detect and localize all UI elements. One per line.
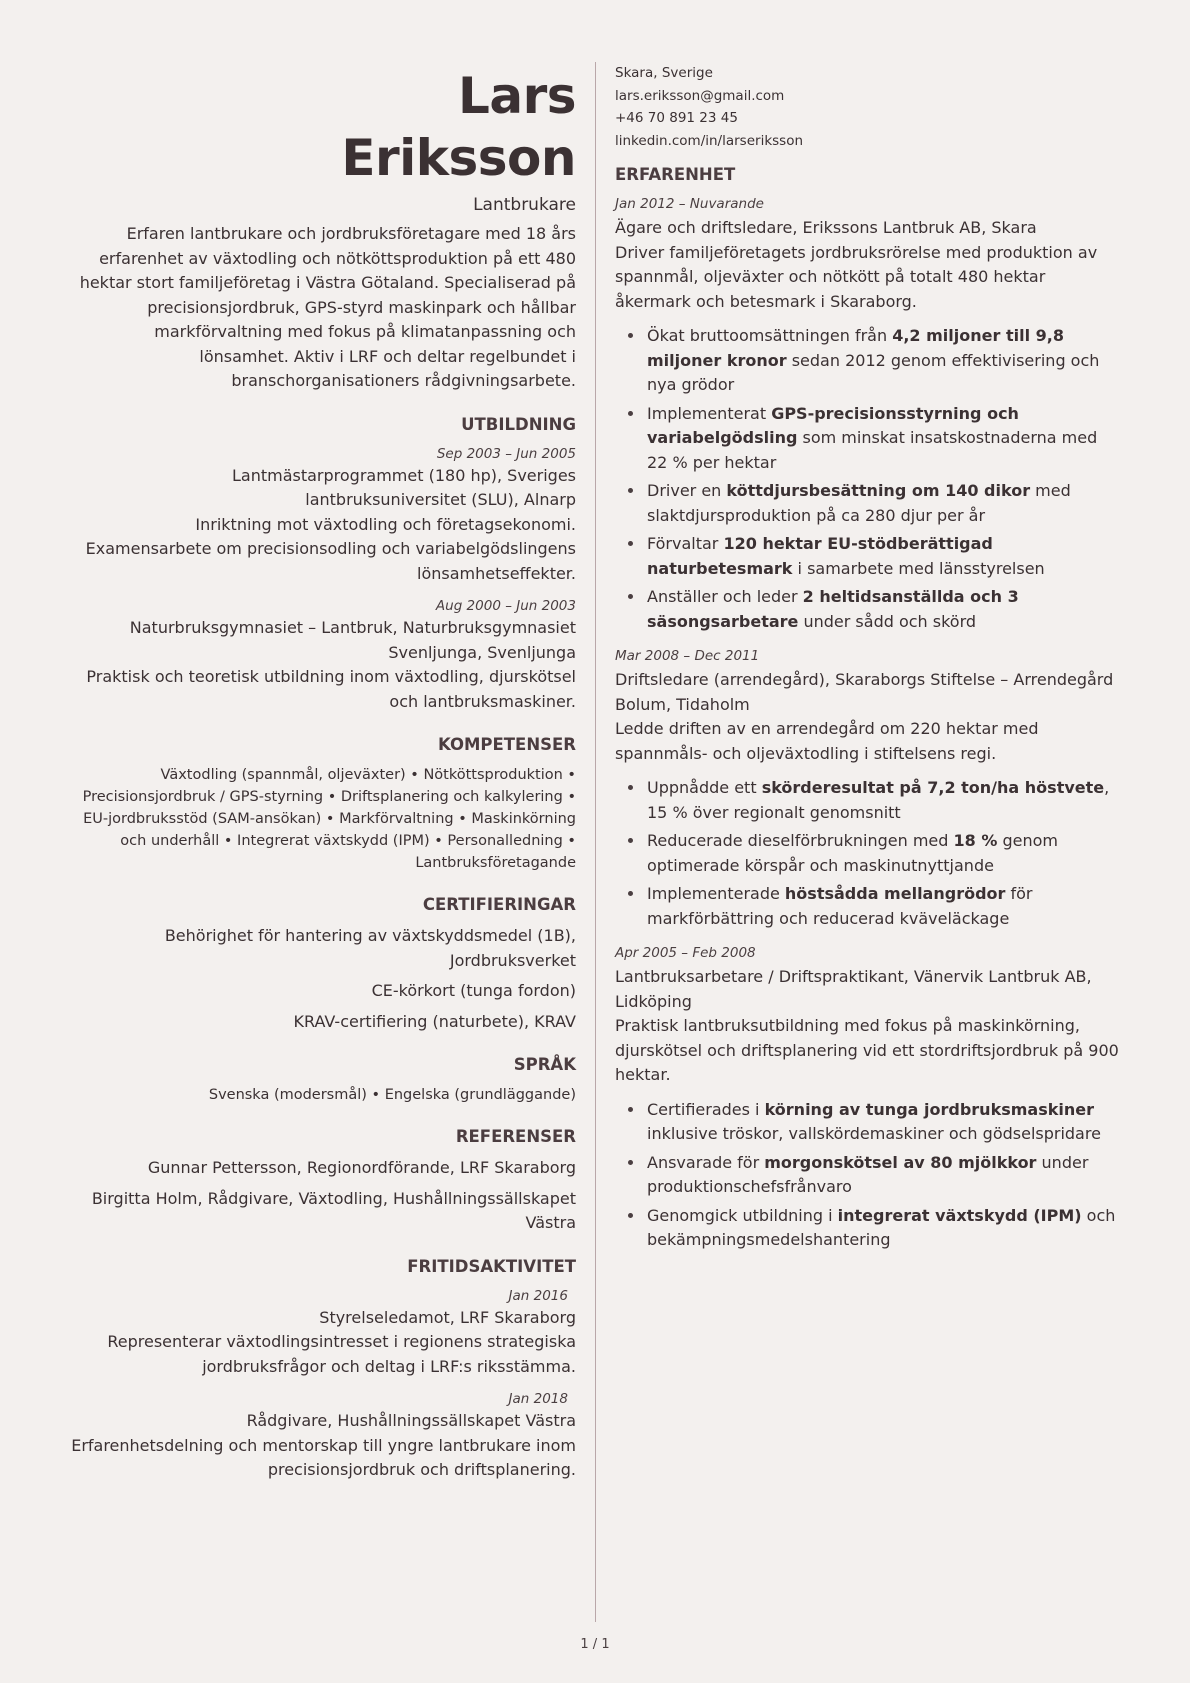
summary: Erfaren lantbrukare och jordbruksföretagare med 18 års erfarenhet av växtodling och nötköttsproduktion på ett 480 hektar stort familjeföretag i Västra Götaland. Specialiserad på precisionsjordbruk, GPS-styrd maskinpark och hållbar markförvaltning med fokus på klimatanpassning och lönsamhet. Aktiv i LRF och deltar regelbundet i branschorganisationers rådgivningsarbete. — [79, 224, 576, 390]
bullet-item: • Förvaltar 120 hektar EU-stödberättigad naturbetesmark i samarbete med länsstyrelsen — [645, 532, 1120, 581]
bullet-item: • Genomgick utbildning i integrerat växtskydd (IPM) och bekämpningsmedelshantering — [645, 1204, 1120, 1253]
references-heading: REFERENSER — [455, 1127, 576, 1146]
experience-bullets — [615, 776, 1120, 931]
education-description: Inriktning mot växtodling och företagsekonomi. Examensarbete om precisionsodling och variabelgödslingens lönsamhetseffekter. — [85, 514, 576, 583]
experience-date: Jan 2012 – Nuvarande — [615, 196, 764, 212]
bullet-item: • Implementerat GPS-precisionsstyrning och variabelgödsling som minskat insatskostnaderna med 22 % per hektar — [645, 402, 1120, 476]
bullet-item: • Anställer och leder 2 heltidsanställda och 3 säsongsarbetare under sådd och skörd — [645, 585, 1120, 634]
name-last: Eriksson — [341, 129, 576, 187]
certification-item: Behörighet för hantering av växtskyddsmedel (1B), Jordbruksverket — [164, 926, 576, 970]
experience-item — [615, 646, 1120, 931]
activity-date: Jan 2016 — [508, 1287, 568, 1304]
activity-date: Jan 2018 — [508, 1391, 568, 1407]
experience-description: Ledde driften av en arrendegård om 220 hektar med spannmåls- och oljeväxtodling i stiftelsens regi. — [615, 719, 1039, 763]
bullet-item: • Ökat bruttoomsättningen från 4,2 miljoner till 9,8 miljoner kronor sedan 2012 genom effektivisering och nya grödor — [645, 324, 1120, 398]
education-heading: UTBILDNING — [461, 414, 576, 434]
education-degree: Naturbruksgymnasiet – Lantbruk, Naturbruksgymnasiet Svenljunga, Svenljunga — [129, 618, 576, 662]
activity-role: Styrelseledamot, LRF Skaraborg — [319, 1307, 576, 1327]
bullet-item: • Implementerade höstsådda mellangrödor för markförbättring och reducerad kväveläckage — [645, 882, 1120, 931]
experience-date: Apr 2005 – Feb 2008 — [615, 945, 756, 961]
activity-item — [70, 1389, 576, 1483]
name-first: Lars — [457, 67, 576, 125]
experience-item — [615, 943, 1120, 1253]
experience-position: Lantbruksarbetare / Driftspraktikant, Vänervik Lantbruk AB, Lidköping — [615, 967, 1092, 1011]
contact-phone: +46 70 891 23 45 — [615, 110, 738, 126]
reference-item: Gunnar Pettersson, Regionordförande, LRF Skaraborg — [147, 1158, 576, 1177]
bullet-item: • Reducerade dieselförbrukningen med 18 % genom optimerade körspår och maskinutnyttjande — [645, 829, 1120, 878]
experience-item — [615, 194, 1120, 634]
experience-bullets — [615, 1098, 1120, 1253]
right-column — [615, 62, 1120, 1265]
certifications-heading: CERTIFIERINGAR — [422, 895, 576, 914]
contact-email[interactable]: lars.eriksson@gmail.com — [615, 87, 785, 104]
education-description: Praktisk och teoretisk utbildning inom växtodling, djurskötsel och lantbruksmaskiner. — [86, 667, 576, 711]
left-column — [70, 62, 576, 1493]
languages-heading: SPRÅK — [513, 1055, 576, 1074]
bullet-item: • Driver en köttdjursbesättning om 140 dikor med slaktdjursproduktion på ca 280 djur per år — [645, 479, 1120, 528]
bullet-item: • Certifierades i körning av tunga jordbruksmaskiner inklusive tröskor, vallskördemaskiner och gödselspridare — [645, 1098, 1120, 1147]
education-item — [70, 596, 576, 714]
bullet-item: • Uppnådde ett skörderesultat på 7,2 ton/ha höstvete, 15 % över regionalt genomsnitt — [645, 776, 1120, 825]
experience-date: Mar 2008 – Dec 2011 — [615, 648, 760, 664]
experience-heading: ERFARENHET — [615, 165, 736, 184]
experience-bullets — [615, 324, 1120, 634]
job-title: Lantbrukare — [473, 195, 576, 215]
experience-description: Driver familjeföretagets jordbruksrörelse med produktion av spannmål, oljeväxter och nötkött på totalt 480 hektar åkermark och betesmark i Skaraborg. — [615, 242, 1098, 311]
skills-list: Växtodling (spannmål, oljeväxter) • Nötköttsproduktion • Precisionsjordbruk / GPS-styrning • Driftsplanering och kalkylering • EU-jordbruksstöd (SAM-ansökan) • Markförvaltning • Maskinkörning och underhåll • Integrerat växtskydd (IPM) • Personalledning • Lantbruksföretagande — [82, 767, 576, 871]
contact-location: Skara, Sverige — [615, 65, 713, 81]
education-item — [70, 444, 576, 587]
contact-linkedin[interactable]: linkedin.com/in/larseriksson — [615, 132, 804, 149]
certification-item: CE-körkort (tunga fordon) — [371, 981, 576, 1000]
education-degree: Lantmästarprogrammet (180 hp), Sveriges lantbruksuniversitet (SLU), Alnarp — [231, 465, 576, 509]
languages-list: Svenska (modersmål) • Engelska (grundläggande) — [208, 1087, 576, 1103]
column-divider — [595, 62, 596, 1622]
experience-position: Ägare och driftsledare, Erikssons Lantbruk AB, Skara — [615, 218, 1037, 237]
education-date: Aug 2000 – Jun 2003 — [435, 598, 576, 614]
activity-description: Erfarenhetsdelning och mentorskap till yngre lantbrukare inom precisionsjordbruk och driftsplanering. — [71, 1435, 576, 1479]
bullet-item: • Ansvarade för morgonskötsel av 80 mjölkkor under produktionschefsfrånvaro — [645, 1151, 1120, 1200]
experience-position: Driftsledare (arrendegård), Skaraborgs Stiftelse – Arrendegård Bolum, Tidaholm — [615, 670, 1114, 714]
skills-heading: KOMPETENSER — [437, 735, 576, 754]
activity-description: Representerar växtodlingsintresset i regionens strategiska jordbruksfrågor och deltag i LRF:s riksstämma. — [107, 1332, 576, 1376]
activities-heading: FRITIDSAKTIVITET — [407, 1256, 576, 1276]
activity-item — [70, 1286, 576, 1380]
certification-item: KRAV-certifiering (naturbete), KRAV — [293, 1011, 576, 1031]
activity-role: Rådgivare, Hushållningssällskapet Västra — [246, 1411, 576, 1430]
reference-item: Birgitta Holm, Rådgivare, Växtodling, Hushållningssällskapet Västra — [91, 1188, 576, 1232]
education-date: Sep 2003 – Jun 2005 — [436, 445, 576, 462]
page-number: 1 / 1 — [580, 1637, 610, 1652]
experience-description: Praktisk lantbruksutbildning med fokus på maskinkörning, djurskötsel och driftsplanering vid ett stordriftsjordbruk på 900 hektar. — [615, 1016, 1119, 1084]
